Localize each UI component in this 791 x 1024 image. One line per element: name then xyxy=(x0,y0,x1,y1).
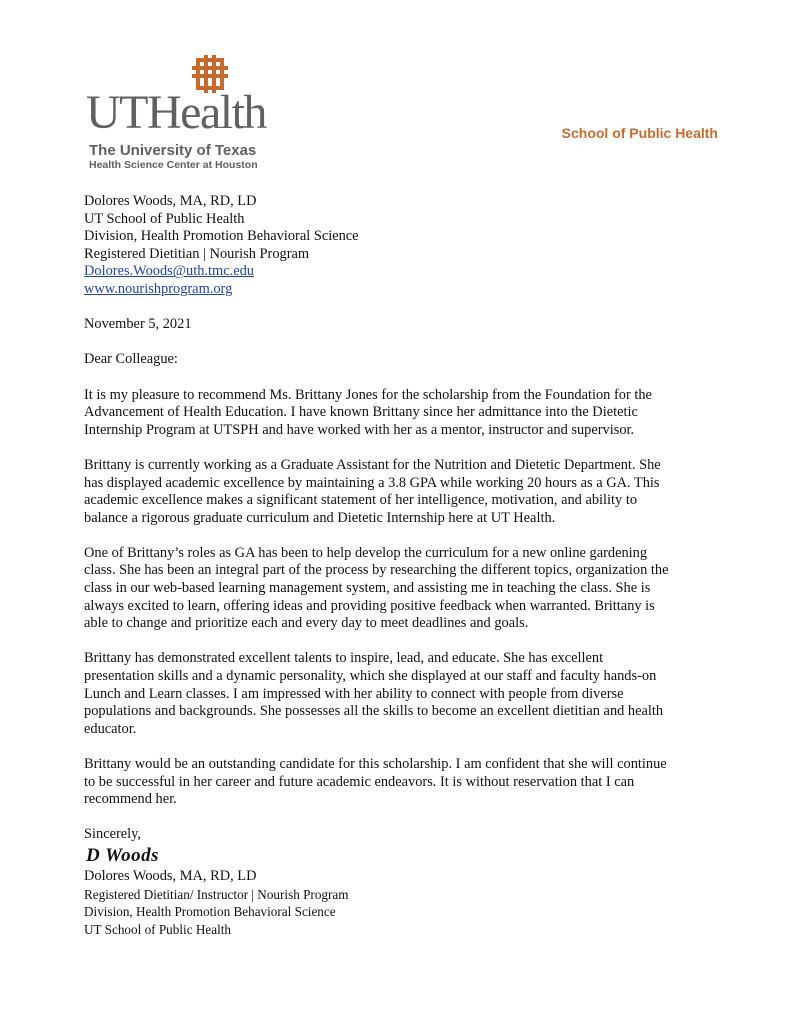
sender-block xyxy=(84,193,724,299)
letter-body xyxy=(84,193,724,938)
sender-org: UT School of Public Health xyxy=(84,210,245,227)
sender-email-link[interactable]: Dolores.Woods@uth.tmc.edu xyxy=(84,263,254,280)
paragraph-line: academic excellence makes a significant statement of her intelligence, motivation, and ability to xyxy=(84,492,638,509)
paragraph-line: able to change and prioritize each and every day to meet deadlines and goals. xyxy=(84,615,529,632)
closing: Sincerely, xyxy=(84,826,142,843)
paragraph-2 xyxy=(84,457,724,527)
paragraph-line: Brittany is currently working as a Graduate Assistant for the Nutrition and Dietetic Department. She xyxy=(84,456,661,473)
paragraph-3 xyxy=(84,545,724,633)
paragraph-line: to be successful in her career and future academic endeavors. It is without reservation that I can xyxy=(84,773,635,790)
logo-center-name: Health Science Center at Houston xyxy=(89,159,258,171)
paragraph-line: Brittany has demonstrated excellent talents to inspire, lead, and educate. She has excellent xyxy=(84,650,604,667)
paragraph-line: has displayed academic excellence by maintaining a 3.8 GPA while working 20 hours as a GA. This xyxy=(84,474,660,491)
paragraph-line: Internship Program at UTSPH and have worked with her as a mentor, instructor and supervisor. xyxy=(84,421,635,438)
letter-date: November 5, 2021 xyxy=(84,316,192,333)
sender-title: Registered Dietitian | Nourish Program xyxy=(84,245,310,262)
paragraph-line: class in our web-based learning management system, and assisting me in teaching the class. She is xyxy=(84,580,651,597)
logo-wordmark: UTHealth xyxy=(86,86,266,139)
sender-division: Division, Health Promotion Behavioral Science xyxy=(84,228,359,245)
paragraph-line: class. She has been an integral part of the process by researching the different topics, organization the xyxy=(84,562,669,579)
signoff-block xyxy=(84,868,724,938)
paragraph-4 xyxy=(84,650,724,738)
paragraph-line: Lunch and Learn classes. I am impressed with her ability to connect with people from diverse xyxy=(84,685,624,702)
signoff-org: UT School of Public Health xyxy=(84,921,232,937)
paragraph-line: Brittany would be an outstanding candidate for this scholarship. I am confident that she will continue xyxy=(84,756,667,772)
paragraph-line: always excited to learn, offering ideas and providing positive feedback when warranted. Brittany is xyxy=(84,597,655,614)
signoff-title: Registered Dietitian/ Instructor | Nourish Program xyxy=(84,886,349,902)
paragraph-5 xyxy=(84,756,724,809)
paragraph-line: recommend her. xyxy=(84,791,177,808)
paragraph-line: balance a rigorous graduate curriculum and Dietetic Internship here at UT Health. xyxy=(84,509,556,526)
salutation: Dear Colleague: xyxy=(84,351,178,368)
paragraph-line: Advancement of Health Education. I have known Brittany since her admittance into the Dietetic xyxy=(84,404,638,421)
paragraph-1 xyxy=(84,387,724,440)
paragraph-line: presentation skills and a dynamic personality, which she displayed at our staff and faculty hands-on xyxy=(84,668,657,685)
paragraph-line: populations and backgrounds. She possesses all the skills to become an excellent dietitian and health xyxy=(84,703,664,720)
signoff-name: Dolores Woods, MA, RD, LD xyxy=(84,867,257,884)
logo-university-name: The University of Texas xyxy=(89,142,257,159)
paragraph-line: It is my pleasure to recommend Ms. Brittany Jones for the scholarship from the Foundation for the xyxy=(84,386,652,403)
paragraph-line: One of Brittany’s roles as GA has been to help develop the curriculum for a new online gardening xyxy=(84,544,648,561)
school-name: School of Public Health xyxy=(561,125,718,141)
paragraph-line: educator. xyxy=(84,720,137,737)
sender-name: Dolores Woods, MA, RD, LD xyxy=(84,193,257,209)
handwritten-signature: D Woods xyxy=(86,844,160,866)
signoff-division: Division, Health Promotion Behavioral Science xyxy=(84,904,336,920)
sender-website-link[interactable]: www.nourishprogram.org xyxy=(84,280,233,297)
